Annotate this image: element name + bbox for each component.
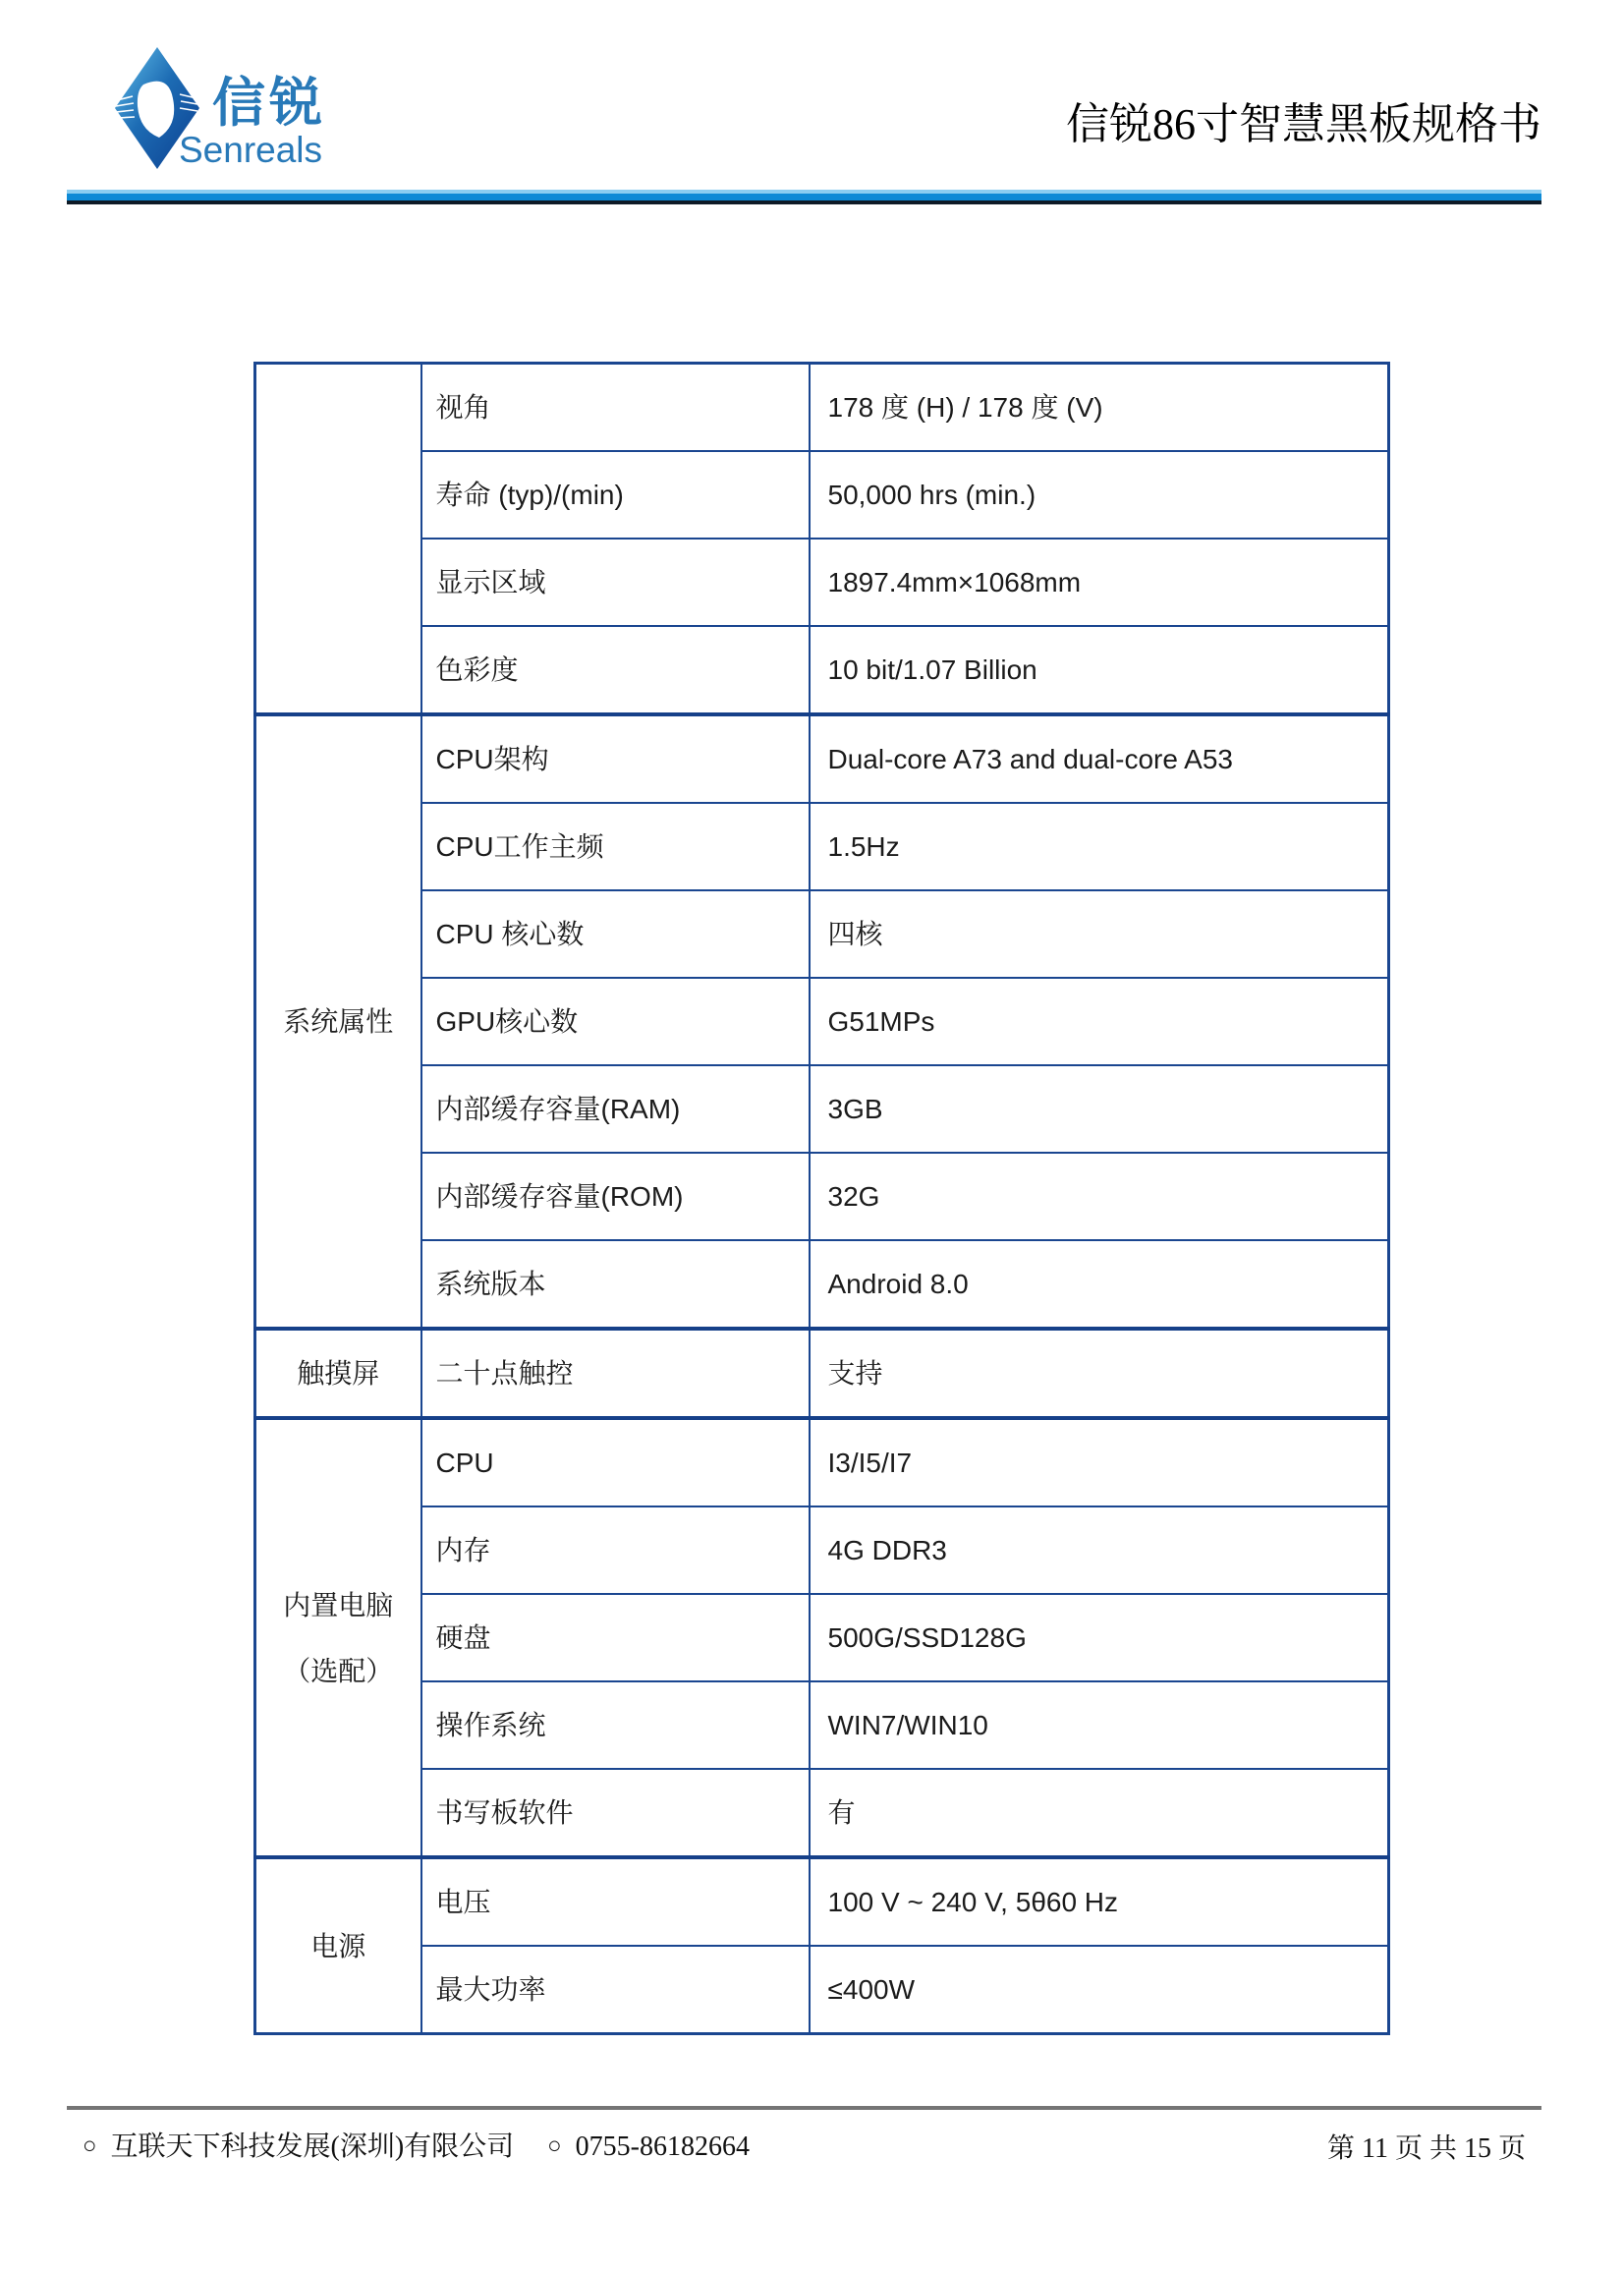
category-cell-system: 系统属性 bbox=[255, 714, 421, 1329]
spec-name: 视角 bbox=[421, 364, 810, 452]
spec-value: 10 bit/1.07 Billion bbox=[810, 626, 1389, 714]
table-row bbox=[255, 890, 1389, 978]
spec-value: 500G/SSD128G bbox=[810, 1594, 1389, 1681]
spec-value: Dual-core A73 and dual-core A53 bbox=[810, 714, 1389, 803]
spec-name: 内存 bbox=[421, 1506, 810, 1594]
category-cell-power: 电源 bbox=[255, 1857, 421, 2034]
spec-name: 寿命 (typ)/(min) bbox=[421, 451, 810, 539]
spec-name: 内部缓存容量(ROM) bbox=[421, 1153, 810, 1240]
spec-name: 二十点触控 bbox=[421, 1329, 810, 1418]
table-row bbox=[255, 803, 1389, 890]
spec-value: WIN7/WIN10 bbox=[810, 1681, 1389, 1769]
table-row bbox=[255, 1065, 1389, 1153]
spec-value: Android 8.0 bbox=[810, 1240, 1389, 1329]
spec-value: 50,000 hrs (min.) bbox=[810, 451, 1389, 539]
logo-text-en: Senreals bbox=[179, 130, 323, 170]
table-row bbox=[255, 1240, 1389, 1329]
table-row bbox=[255, 1946, 1389, 2034]
spec-value: 100 V ~ 240 V, 5θ60 Hz bbox=[810, 1857, 1389, 1946]
category-cell-touch: 触摸屏 bbox=[255, 1329, 421, 1418]
spec-name: GPU核心数 bbox=[421, 978, 810, 1065]
spec-value: I3/I5/I7 bbox=[810, 1418, 1389, 1506]
category-pc-line2: （选配） bbox=[283, 1655, 394, 1686]
document-title: 信锐86寸智慧黑板规格书 bbox=[1066, 100, 1541, 148]
category-cell-builtin-pc bbox=[255, 1418, 421, 1857]
table-row bbox=[255, 364, 1389, 452]
spec-value: 32G bbox=[810, 1153, 1389, 1240]
footer-rule bbox=[67, 2106, 1541, 2110]
footer-phone: 0755-86182664 bbox=[575, 2131, 750, 2162]
table-row bbox=[255, 714, 1389, 803]
page-number: 第 11 页 共 15 页 bbox=[1327, 2133, 1526, 2164]
spec-table bbox=[253, 362, 1390, 2035]
circle-bullet-icon: ○ bbox=[83, 2133, 97, 2159]
spec-name: CPU架构 bbox=[421, 714, 810, 803]
category-pc-line1: 内置电脑 bbox=[283, 1589, 394, 1620]
spec-name: 电压 bbox=[421, 1857, 810, 1946]
spec-name: 书写板软件 bbox=[421, 1769, 810, 1857]
table-row bbox=[255, 1594, 1389, 1681]
table-row bbox=[255, 539, 1389, 626]
spec-value: 178 度 (H) / 178 度 (V) bbox=[810, 364, 1389, 452]
spec-value: 1.5Hz bbox=[810, 803, 1389, 890]
spec-name: 内部缓存容量(RAM) bbox=[421, 1065, 810, 1153]
table-row bbox=[255, 978, 1389, 1065]
spec-name: 硬盘 bbox=[421, 1594, 810, 1681]
category-cell-display bbox=[255, 364, 421, 715]
table-row bbox=[255, 626, 1389, 714]
footer-company-name: 互联天下科技发展(深圳)有限公司 bbox=[110, 2131, 515, 2162]
spec-name: 操作系统 bbox=[421, 1681, 810, 1769]
spec-name: 最大功率 bbox=[421, 1946, 810, 2034]
table-row bbox=[255, 1418, 1389, 1506]
table-row bbox=[255, 1506, 1389, 1594]
spec-value: 四核 bbox=[810, 890, 1389, 978]
spec-name: CPU工作主频 bbox=[421, 803, 810, 890]
table-row bbox=[255, 451, 1389, 539]
spec-name: 色彩度 bbox=[421, 626, 810, 714]
spec-name: CPU 核心数 bbox=[421, 890, 810, 978]
spec-value: 1897.4mm×1068mm bbox=[810, 539, 1389, 626]
spec-value: 有 bbox=[810, 1769, 1389, 1857]
spec-name: 系统版本 bbox=[421, 1240, 810, 1329]
spec-name: CPU bbox=[421, 1418, 810, 1506]
header-rule bbox=[67, 190, 1541, 204]
spec-value: 4G DDR3 bbox=[810, 1506, 1389, 1594]
spec-name: 显示区域 bbox=[421, 539, 810, 626]
logo-text-cn: 信锐 bbox=[212, 74, 326, 133]
table-row bbox=[255, 1329, 1389, 1418]
spec-value: 支持 bbox=[810, 1329, 1389, 1418]
header-rule-dark-band bbox=[67, 200, 1541, 204]
spec-value: 3GB bbox=[810, 1065, 1389, 1153]
table-row bbox=[255, 1681, 1389, 1769]
circle-bullet-icon: ○ bbox=[547, 2133, 562, 2159]
table-row bbox=[255, 1769, 1389, 1857]
spec-value: ≤400W bbox=[810, 1946, 1389, 2034]
spec-value: G51MPs bbox=[810, 978, 1389, 1065]
footer-company-line bbox=[83, 2131, 750, 2164]
header-rule-mid-band bbox=[67, 194, 1541, 200]
table-row bbox=[255, 1153, 1389, 1240]
table-row bbox=[255, 1857, 1389, 1946]
